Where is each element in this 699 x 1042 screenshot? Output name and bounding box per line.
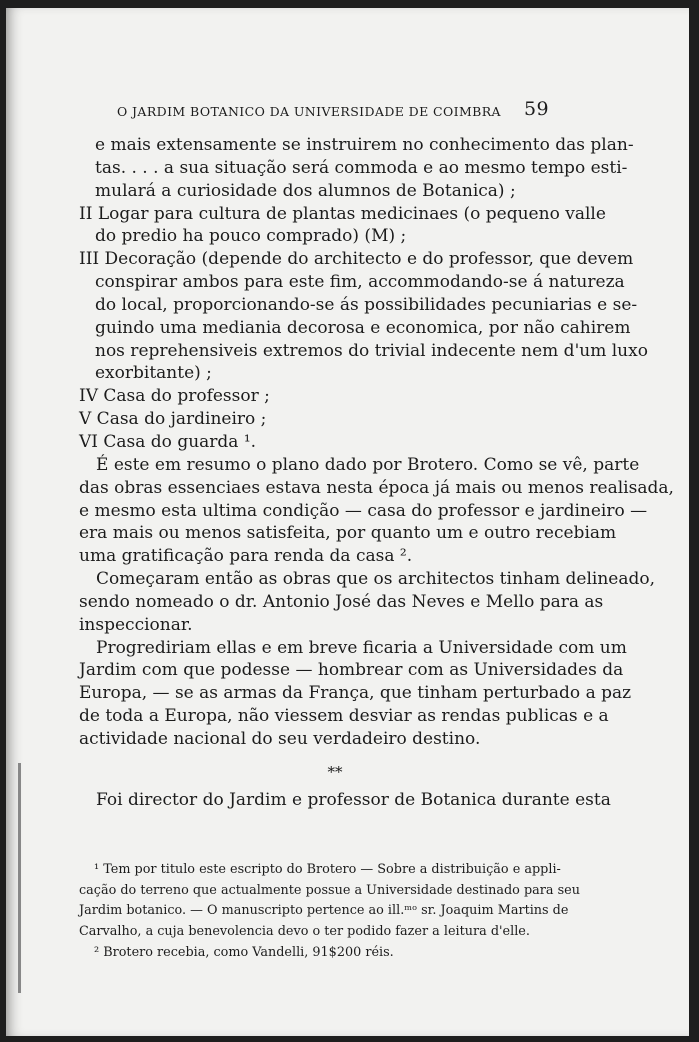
- text-line: de toda a Europa, não viessem desviar as rendas publicas e a: [79, 706, 609, 727]
- text-line: Progrediriam ellas e em breve ficaria a Universidade com um: [96, 637, 627, 658]
- closing-line: Foi director do Jardim e professor de Botanica durante esta: [96, 789, 611, 810]
- text-line: era mais ou menos satisfeita, por quanto um e outro recebiam: [79, 523, 617, 544]
- text-line: É este em resumo o plano dado por Brotero. Como se vê, parte: [96, 454, 640, 475]
- text-line: sendo nomeado o dr. Antonio José das Neves e Mello para as: [79, 591, 604, 612]
- body-text: [79, 134, 674, 812]
- text-line: guindo uma mediania decorosa e economica, por não cahirem: [95, 317, 631, 338]
- body-paragraphs: [79, 134, 674, 751]
- text-line: II Logar para cultura de plantas medicinaes (o pequeno valle: [79, 203, 606, 224]
- text-line: VI Casa do guarda ¹.: [79, 431, 257, 452]
- footnote-line: Jardim botanico. — O manuscripto pertence ao ill.ᵐᵒ sr. Joaquim Martins de: [79, 903, 569, 919]
- text-line: e mais extensamente se instruirem no conhecimento das plan-: [95, 135, 634, 155]
- text-line: exorbitante) ;: [95, 363, 212, 384]
- footnotes: [79, 860, 580, 963]
- text-line: e mesmo esta ultima condição — casa do professor e jardineiro —: [79, 500, 648, 521]
- text-line: Começaram então as obras que os architectos tinham delineado,: [96, 569, 655, 590]
- text-line: uma gratificação para renda da casa ².: [79, 546, 413, 567]
- text-line: IV Casa do professor ;: [79, 386, 270, 407]
- text-line: do predio ha pouco comprado) (M) ;: [95, 226, 407, 247]
- page-edge-shadow: [18, 763, 21, 993]
- text-line: V Casa do jardineiro ;: [79, 409, 267, 430]
- text-line: inspeccionar.: [79, 614, 193, 635]
- text-line: nos reprehensiveis extremos do trivial indecente nem d'um luxo: [95, 340, 648, 361]
- footnote-line: ¹ Tem por titulo este escripto do Brotero — Sobre a distribuição e appli-: [94, 862, 561, 877]
- footnote-line: Carvalho, a cuja benevolencia devo o ter podido fazer a leitura d'elle.: [79, 924, 530, 940]
- book-page: [6, 8, 689, 1036]
- text-line: das obras essenciaes estava nesta época já mais ou menos realisada,: [79, 477, 674, 498]
- text-line: conspirar ambos para este fim, accommodando-se á natureza: [95, 272, 625, 293]
- section-separator: **: [327, 762, 343, 781]
- text-line: Europa, — se as armas da França, que tinham perturbado a paz: [79, 683, 632, 704]
- page-number: 59: [524, 98, 549, 120]
- footnote-line: ² Brotero recebia, como Vandelli, 91$200 réis.: [94, 944, 394, 960]
- text-line: tas. . . . a sua situação será commoda e ao mesmo tempo esti-: [95, 157, 628, 178]
- text-line: do local, proporcionando-se ás possibilidades pecuniarias e se-: [95, 294, 638, 315]
- running-title: O JARDIM BOTANICO DA UNIVERSIDADE DE COIMBRA: [117, 104, 501, 119]
- text-line: mulará a curiosidade dos alumnos de Botanica) ;: [95, 180, 516, 201]
- text-line: Jardim com que podesse — hombrear com as Universidades da: [79, 660, 624, 681]
- text-line: actividade nacional do seu verdadeiro destino.: [79, 728, 481, 749]
- text-line: III Decoração (depende do architecto e do professor, que devem: [79, 249, 634, 270]
- footnote-line: cação do terreno que actualmente possue a Universidade destinado para seu: [79, 882, 580, 898]
